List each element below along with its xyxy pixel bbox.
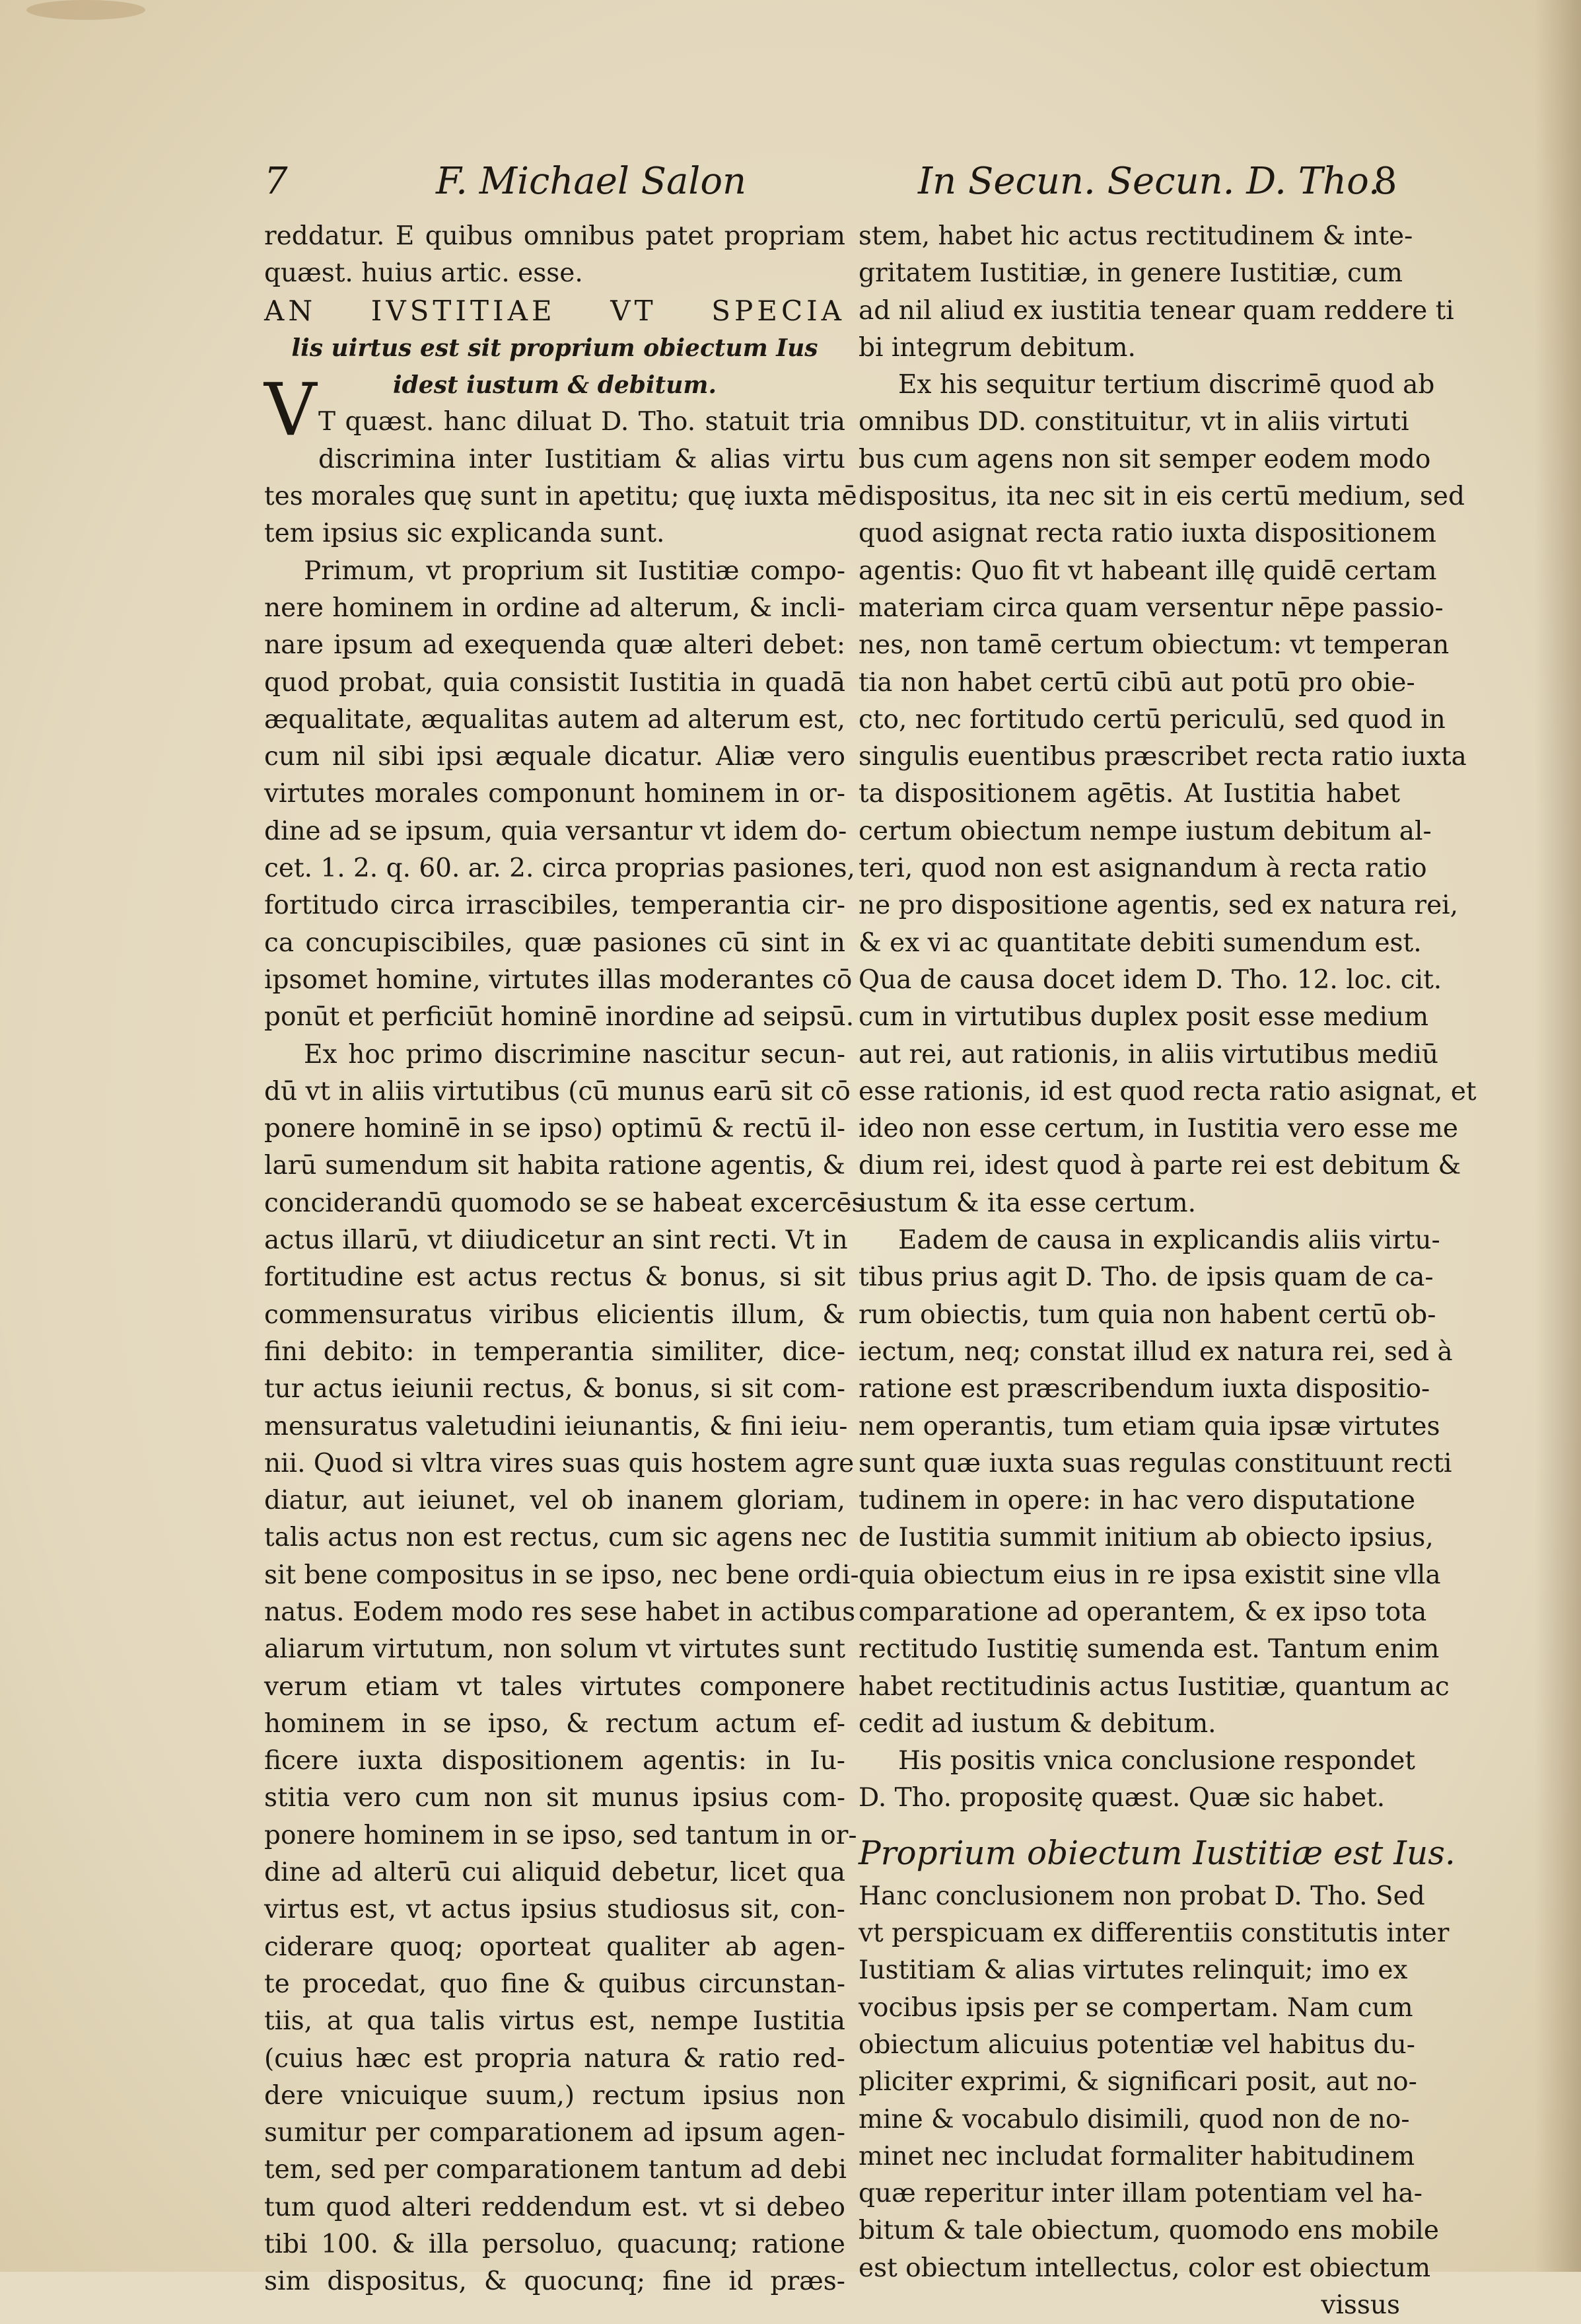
text-line: iectum, neq; constat illud ex natura rei, sed à	[859, 1336, 1453, 1367]
text-line: actus illarū, vt diiudicetur an sint recti. Vt in	[264, 1225, 848, 1256]
text-line: & ex vi ac quantitate debiti sumendum est.	[859, 927, 1422, 958]
text-line: est obiectum intellectus, color est obiectum	[859, 2253, 1431, 2283]
text-line: discrimina inter Iustitiam & alias virtu	[318, 444, 845, 474]
text-line: nes, non tamē certum obiectum: vt temperan	[859, 630, 1450, 661]
right-column-text-continued	[859, 1878, 1450, 2287]
text-line: dine ad se ipsum, quia versantur vt idem do-	[264, 816, 847, 846]
text-line: cum in virtutibus duplex posit esse medium	[859, 1002, 1429, 1033]
text-line: Primum, vt proprium sit Iustitiæ compo-	[304, 556, 845, 586]
text-line: T quæst. hanc diluat D. Tho. statuit tria	[318, 407, 845, 437]
text-line: dine ad alterū cui aliquid debetur, licet qua	[264, 1858, 845, 1888]
text-line: æqualitate, æqualitas autem ad alterum est,	[264, 704, 845, 735]
page-number-right: 8	[1374, 160, 1397, 203]
text-line: dū vt in aliis virtutibus (cū munus earū sit cō	[264, 1076, 851, 1107]
text-line: Ex his sequitur tertium discrimē quod ab	[898, 370, 1435, 400]
text-line: Iustitiam & alias virtutes relinquit; imo ex	[859, 1955, 1408, 1986]
text-line: ponere hominē in se ipso) optimū & rectū il-	[264, 1114, 845, 1144]
text-line: agentis: Quo fit vt habeant illę quidē certam	[859, 556, 1437, 586]
page-number-left: 7	[264, 160, 288, 203]
text-line: tes morales quę sunt in apetitu; quę iuxta mē	[264, 482, 857, 512]
running-title-right: In Secun. Secun. D. Tho.	[918, 160, 1380, 203]
drop-cap: V	[264, 367, 317, 452]
text-line: dispositus, ita nec sit in eis certū medium, sed	[859, 482, 1465, 512]
text-line: AN IVSTITIAE VT SPECIA	[264, 294, 845, 327]
text-line: tibus prius agit D. Tho. de ipsis quam de ca-	[859, 1262, 1434, 1293]
text-line: virtutes morales componunt hominem in or-	[264, 779, 845, 809]
text-line: ideo non esse certum, in Iustitia vero esse me	[859, 1114, 1458, 1144]
text-line: reddatur. E quibus omnibus patet propriam	[264, 221, 845, 251]
page-edge-shadow	[1535, 0, 1581, 2272]
text-line: bi integrum debitum.	[859, 332, 1136, 363]
running-header	[264, 159, 1400, 218]
text-line: ficere iuxta dispositionem agentis: in Iu-	[264, 1746, 845, 1776]
text-line: esse rationis, id est quod recta ratio asignat, et	[859, 1076, 1477, 1107]
text-line: natus. Eodem modo res sese habet in actibus	[264, 1597, 856, 1627]
right-column	[859, 218, 1477, 2324]
text-line: rectitudo Iustitię sumenda est. Tantum enim	[859, 1634, 1440, 1665]
text-line: Eadem de causa in explicandis aliis virtu-	[898, 1225, 1440, 1256]
text-line: minet nec includat formaliter habitudinem	[859, 2141, 1415, 2171]
text-line: sim dispositus, & quocunq; fine id præs-	[264, 2267, 845, 2297]
text-line: ratione est præscribendum iuxta dispositio-	[859, 1374, 1430, 1404]
text-line: materiam circa quam versentur nēpe passio-	[859, 593, 1444, 623]
text-line: idest iustum & debitum.	[392, 371, 717, 400]
text-line: rum obiectis, tum quia non habent certū ob-	[859, 1299, 1436, 1330]
text-line: bus cum agens non sit semper eodem modo	[859, 444, 1431, 474]
text-line: gritatem Iustitiæ, in genere Iustitiæ, cum	[859, 258, 1403, 289]
text-line: obiectum alicuius potentiæ vel habitus du-	[859, 2029, 1415, 2060]
running-title-left: F. Michael Salon	[436, 160, 747, 203]
text-line: stitia vero cum non sit munus ipsius com-	[264, 1783, 845, 1813]
text-line: tiis, at qua talis virtus est, nempe Iustitia	[264, 2006, 845, 2037]
text-line: sit bene compositus in se ipso, nec bene ordi-	[264, 1560, 859, 1590]
text-line: Qua de causa docet idem D. Tho. 12. loc. cit.	[859, 964, 1442, 995]
text-line: aliarum virtutum, non solum vt virtutes sunt	[264, 1634, 845, 1665]
text-line: sunt quæ iuxta suas regulas constituunt recti	[859, 1448, 1452, 1478]
text-line: tur actus ieiunii rectus, & bonus, si sit com-	[264, 1374, 845, 1404]
text-line: virtus est, vt actus ipsius studiosus sit, con-	[264, 1895, 845, 1925]
text-line: D. Tho. propositę quæst. Quæ sic habet.	[859, 1783, 1386, 1813]
text-line: fini debito: in temperantia similiter, dice-	[264, 1336, 845, 1367]
text-line: te procedat, quo fine & quibus circunstan-	[264, 1969, 845, 1999]
text-line: certum obiectum nempe iustum debitum al-	[859, 816, 1432, 846]
text-line: ciderare quoq; oporteat qualiter ab agen-	[264, 1932, 845, 1962]
text-line: habet rectitudinis actus Iustitiæ, quantum ac	[859, 1671, 1450, 1702]
left-column	[264, 218, 865, 2301]
text-line: vt perspicuam ex differentiis constitutis inter	[859, 1918, 1450, 1949]
text-line: bitum & tale obiectum, quomodo ens mobile	[859, 2216, 1439, 2246]
text-line: comparatione ad operantem, & ex ipso tota	[859, 1597, 1427, 1627]
text-line: quod asignat recta ratio iuxta dispositionem	[859, 519, 1436, 549]
text-line: dium rei, idest quod à parte rei est debitum &	[859, 1151, 1461, 1181]
text-line: ponūt et perficiūt hominē inordine ad seipsū.	[264, 1002, 855, 1033]
text-line: tem ipsius sic explicanda sunt.	[264, 519, 665, 549]
text-line: ta dispositionem agētis. At Iustitia habet	[859, 779, 1400, 809]
text-line: verum etiam vt tales virtutes componere	[264, 1671, 845, 1702]
text-line: nem operantis, tum etiam quia ipsæ virtutes	[859, 1411, 1440, 1441]
text-line: nare ipsum ad exequenda quæ alteri debet:	[264, 630, 845, 661]
text-line: dere vnicuique suum,) rectum ipsius non	[264, 2080, 845, 2111]
text-line: de Iustitia summit initium ab obiecto ipsius,	[859, 1523, 1434, 1553]
text-line: singulis euentibus præscribet recta ratio iuxta	[859, 742, 1467, 772]
text-line: omnibus DD. constituitur, vt in aliis virtuti	[859, 407, 1409, 437]
text-line: talis actus non est rectus, cum sic agens nec	[264, 1523, 847, 1553]
text-line: quod probat, quia consistit Iustitia in quadā	[264, 667, 845, 698]
text-line: mine & vocabulo disimili, quod non de no-	[859, 2104, 1410, 2134]
text-line: ponere hominem in se ipso, sed tantum in or-	[264, 1820, 857, 1850]
text-line: pliciter exprimi, & significari posit, aut no-	[859, 2067, 1417, 2097]
text-line: diatur, aut ieiunet, vel ob inanem gloriam,	[264, 1486, 845, 1516]
text-line: iustum & ita esse certum.	[859, 1188, 1196, 1218]
text-line: quæ reperitur inter illam potentiam vel ha-	[859, 2179, 1423, 2209]
text-line: commensuratus viribus elicientis illum, &	[264, 1299, 845, 1330]
text-line: tum quod alteri reddendum est. vt si debeo	[264, 2192, 845, 2222]
text-line: cedit ad iustum & debitum.	[859, 1708, 1216, 1739]
text-line: tia non habet certū cibū aut potū pro obie-	[859, 667, 1415, 698]
text-line: tudinem in opere: in hac vero disputatione	[859, 1486, 1416, 1516]
text-line: fortitudine est actus rectus & bonus, si sit	[264, 1262, 845, 1293]
text-line: cet. 1. 2. q. 60. ar. 2. circa proprias pasiones,	[264, 853, 855, 884]
text-line: cum nil sibi ipsi æquale dicatur. Aliæ vero	[264, 742, 845, 772]
text-line: conciderandū quomodo se se habeat excercēs	[264, 1188, 865, 1218]
text-line: ad nil aliud ex iustitia tenear quam reddere ti	[859, 295, 1454, 326]
text-line: Ex hoc primo discrimine nascitur secun-	[304, 1039, 845, 1070]
text-line: tibi 100. & illa persoluo, quacunq; ratione	[264, 2230, 845, 2260]
right-column-text	[859, 218, 1477, 1817]
text-line: quia obiectum eius in re ipsa existit sine vlla	[859, 1560, 1441, 1590]
text-line: ca concupiscibiles, quæ pasiones cū sint in	[264, 927, 845, 958]
text-line: quæst. huius artic. esse.	[264, 258, 583, 289]
text-line: stem, habet hic actus rectitudinem & inte-	[859, 221, 1413, 251]
text-line: tem, sed per comparationem tantum ad debi	[264, 2155, 847, 2185]
catchword: vissus	[1321, 2290, 1400, 2321]
text-line: nere hominem in ordine ad alterum, & incli-	[264, 593, 845, 623]
text-line: vocibus ipsis per se compertam. Nam cum	[859, 1992, 1413, 2023]
text-line: ne pro dispositione agentis, sed ex natura rei,	[859, 890, 1459, 921]
text-line: Hanc conclusionem non probat D. Tho. Sed	[859, 1881, 1425, 1911]
stain-mark	[26, 0, 145, 20]
text-line: lis uirtus est sit proprium obiectum Ius	[291, 334, 818, 362]
text-line: ipsomet homine, virtutes illas moderantes cō	[264, 964, 853, 995]
text-line: hominem in se ipso, & rectum actum ef-	[264, 1708, 845, 1739]
text-line: cto, nec fortitudo certū periculū, sed quod in	[859, 704, 1446, 735]
text-line: nii. Quod si vltra vires suas quis hostem agre	[264, 1448, 855, 1478]
text-line: aut rei, aut rationis, in aliis virtutibus mediū	[859, 1039, 1439, 1070]
text-line: His positis vnica conclusione respondet	[898, 1746, 1415, 1776]
text-line: sumitur per comparationem ad ipsum agen-	[264, 2118, 845, 2148]
text-line: fortitudo circa irrascibiles, temperantia cir-	[264, 890, 845, 921]
text-line: mensuratus valetudini ieiunantis, & fini ieiu-	[264, 1411, 848, 1441]
text-line: teri, quod non est asignandum à recta ratio	[859, 853, 1427, 884]
text-line: larū sumendum sit habita ratione agentis, &	[264, 1151, 845, 1181]
section-heading: Proprium obiectum Iustitiæ est Ius.	[859, 1833, 1456, 1872]
text-line: (cuius hæc est propria natura & ratio red-	[264, 2043, 845, 2074]
